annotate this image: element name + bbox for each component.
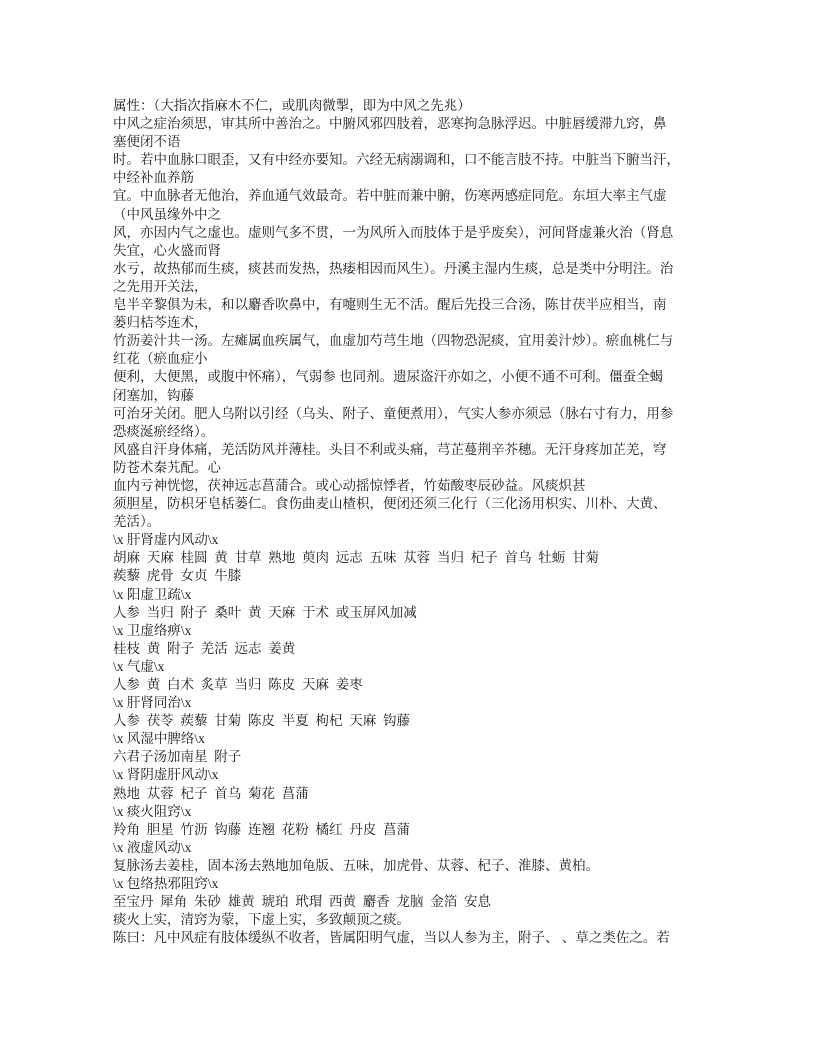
text-line: 宜。中血脉者无他治，养血通气效最奇。若中脏而兼中腑，伤寒两感症同危。东垣大率主气虚 — [113, 188, 667, 204]
text-line: 便利，大便黑，或腹中怀痛），气弱参 也同剂。遗尿盗汗亦如之，小便不通不可利。僵蚕全蝎 — [113, 369, 664, 385]
text-line: 人参 黄 白术 炙草 当归 陈皮 天麻 姜枣 — [113, 677, 363, 692]
text-line: \x 风湿中脾络\x — [113, 731, 205, 747]
text-line: 可治牙关闭。肥人乌附以引经（乌头、附子、童便煮用），气实人参亦须忌（脉右寸有力，用参 — [113, 405, 674, 421]
text-line: 至宝丹 犀角 朱砂 雄黄 琥珀 玳瑁 西黄 麝香 龙脑 金箔 安息 — [113, 894, 491, 910]
text-line: 蒌归桔芩连术， — [113, 315, 208, 331]
text-line: 复脉汤去姜桂，固本汤去熟地加龟版、五味，加虎骨、苁蓉、杞子、淮膝、黄柏。 — [113, 857, 599, 873]
text-line: 陈曰：凡中风症有肢体缓纵不收者，皆属阳明气虚，当以人参为主，附子、 、草之类佐之。若 — [113, 930, 670, 946]
text-line: 蒺藜 虎骨 女贞 牛膝 — [113, 568, 242, 584]
text-line: 风盛自汗身体痛，羌活防风并薄桂。头目不利或头痛，芎芷蔓荆辛芥穗。无汗身疼加芷羌，穹 — [113, 441, 667, 457]
text-line: \x 肝肾虚内风动\x — [113, 532, 219, 548]
text-line: 之先用开关法， — [113, 278, 208, 294]
text-line: 痰火上实，清窍为蒙，下虚上实，多致颠顶之痰。 — [113, 912, 410, 928]
text-line: 人参 茯苓 蒺藜 甘菊 陈皮 半夏 枸杞 天麻 钩藤 — [113, 713, 410, 729]
text-line: 时。若中血脉口眼歪，又有中经亦要知。六经无病溺调和，口不能言肢不持。中脏当下腑当汗， — [113, 152, 680, 168]
text-line: 须胆星，防枳牙皂栝蒌仁。食伤曲麦山楂枳，便闭还须三化行（三化汤用枳实、川朴、大黄、 — [113, 496, 667, 512]
text-line: \x 液虚风动\x — [113, 839, 192, 855]
text-line: 中风之症治须思，审其所中善治之。中腑风邪四肢着，恶寒拘急脉浮迟。中脏唇缓滞九窍，鼻 — [113, 116, 667, 132]
text-line: 竹沥姜汁共一汤。左瘫属血疾属气，血虚加芍芎生地（四物恐泥痰，宜用姜汁炒）。瘀血桃仁与 — [113, 333, 674, 349]
text-line: 红花（瘀血症小 — [113, 351, 208, 367]
text-line: \x 痰火阻窍\x — [113, 803, 192, 819]
text-line: 胡麻 天麻 桂圆 黄 甘草 熟地 萸肉 远志 五味 苁蓉 当归 杞子 首乌 牡蛎 甘菊 — [113, 550, 599, 566]
text-line: 皂半辛黎俱为未，和以麝香吹鼻中，有嚏则生无不活。醒后先投三合汤，陈甘茯半应相当，南 — [113, 297, 667, 313]
text-line: 人参 当归 附子 桑叶 黄 天麻 于术 或玉屏风加减 — [113, 604, 417, 620]
text-line: 六君子汤加南星 附子 — [113, 749, 242, 765]
text-line: 水亏，故热郁而生痰，痰甚而发热，热痿相因而风生）。丹溪主湿内生痰，总是类中分明注。治 — [113, 260, 674, 276]
text-line: \x 肝肾同治\x — [113, 695, 192, 711]
text-line: \x 肾阴虚肝风动\x — [113, 767, 219, 783]
text-line: 风，亦因内气之虚也。虚则气多不贯，一为风所入而肢体于是乎废矣），河间肾虚兼火治（肾息 — [113, 224, 674, 240]
text-line: 血内亏神恍惚，茯神远志菖蒲合。或心动摇惊悸者，竹茹酸枣辰砂益。风痰炽甚 — [113, 477, 586, 493]
text-line: 失宜，心火盛而肾 — [113, 242, 221, 258]
text-line: 闭塞加，钩藤 — [113, 387, 194, 403]
text-line: \x 阳虚卫疏\x — [113, 586, 192, 602]
text-line: 羚角 胆星 竹沥 钩藤 连翘 花粉 橘红 丹皮 菖蒲 — [113, 821, 410, 837]
text-line: 属性：（大指次指麻木不仁，或肌肉微掣，即为中风之先兆） — [113, 98, 471, 113]
text-line: 防苍术秦艽配。心 — [113, 459, 221, 475]
document-text — [113, 97, 716, 947]
text-line: 熟地 苁蓉 杞子 首乌 菊花 菖蒲 — [113, 785, 309, 801]
text-line: 塞便闭不语 — [113, 134, 181, 150]
text-line: \x 包络热邪阻窍\x — [113, 876, 219, 892]
text-line: 恐痰涎瘀经络）。 — [113, 423, 215, 439]
text-line: \x 卫虚络痹\x — [113, 622, 192, 638]
text-line: 羌活）。 — [113, 514, 161, 530]
text-line: 桂枝 黄 附子 羌活 远志 姜黄 — [113, 640, 296, 656]
text-line: 中经补血养筋 — [113, 170, 194, 186]
text-line: \x 气虚\x — [113, 658, 165, 674]
text-line: （中风虽缘外中之 — [113, 206, 221, 222]
